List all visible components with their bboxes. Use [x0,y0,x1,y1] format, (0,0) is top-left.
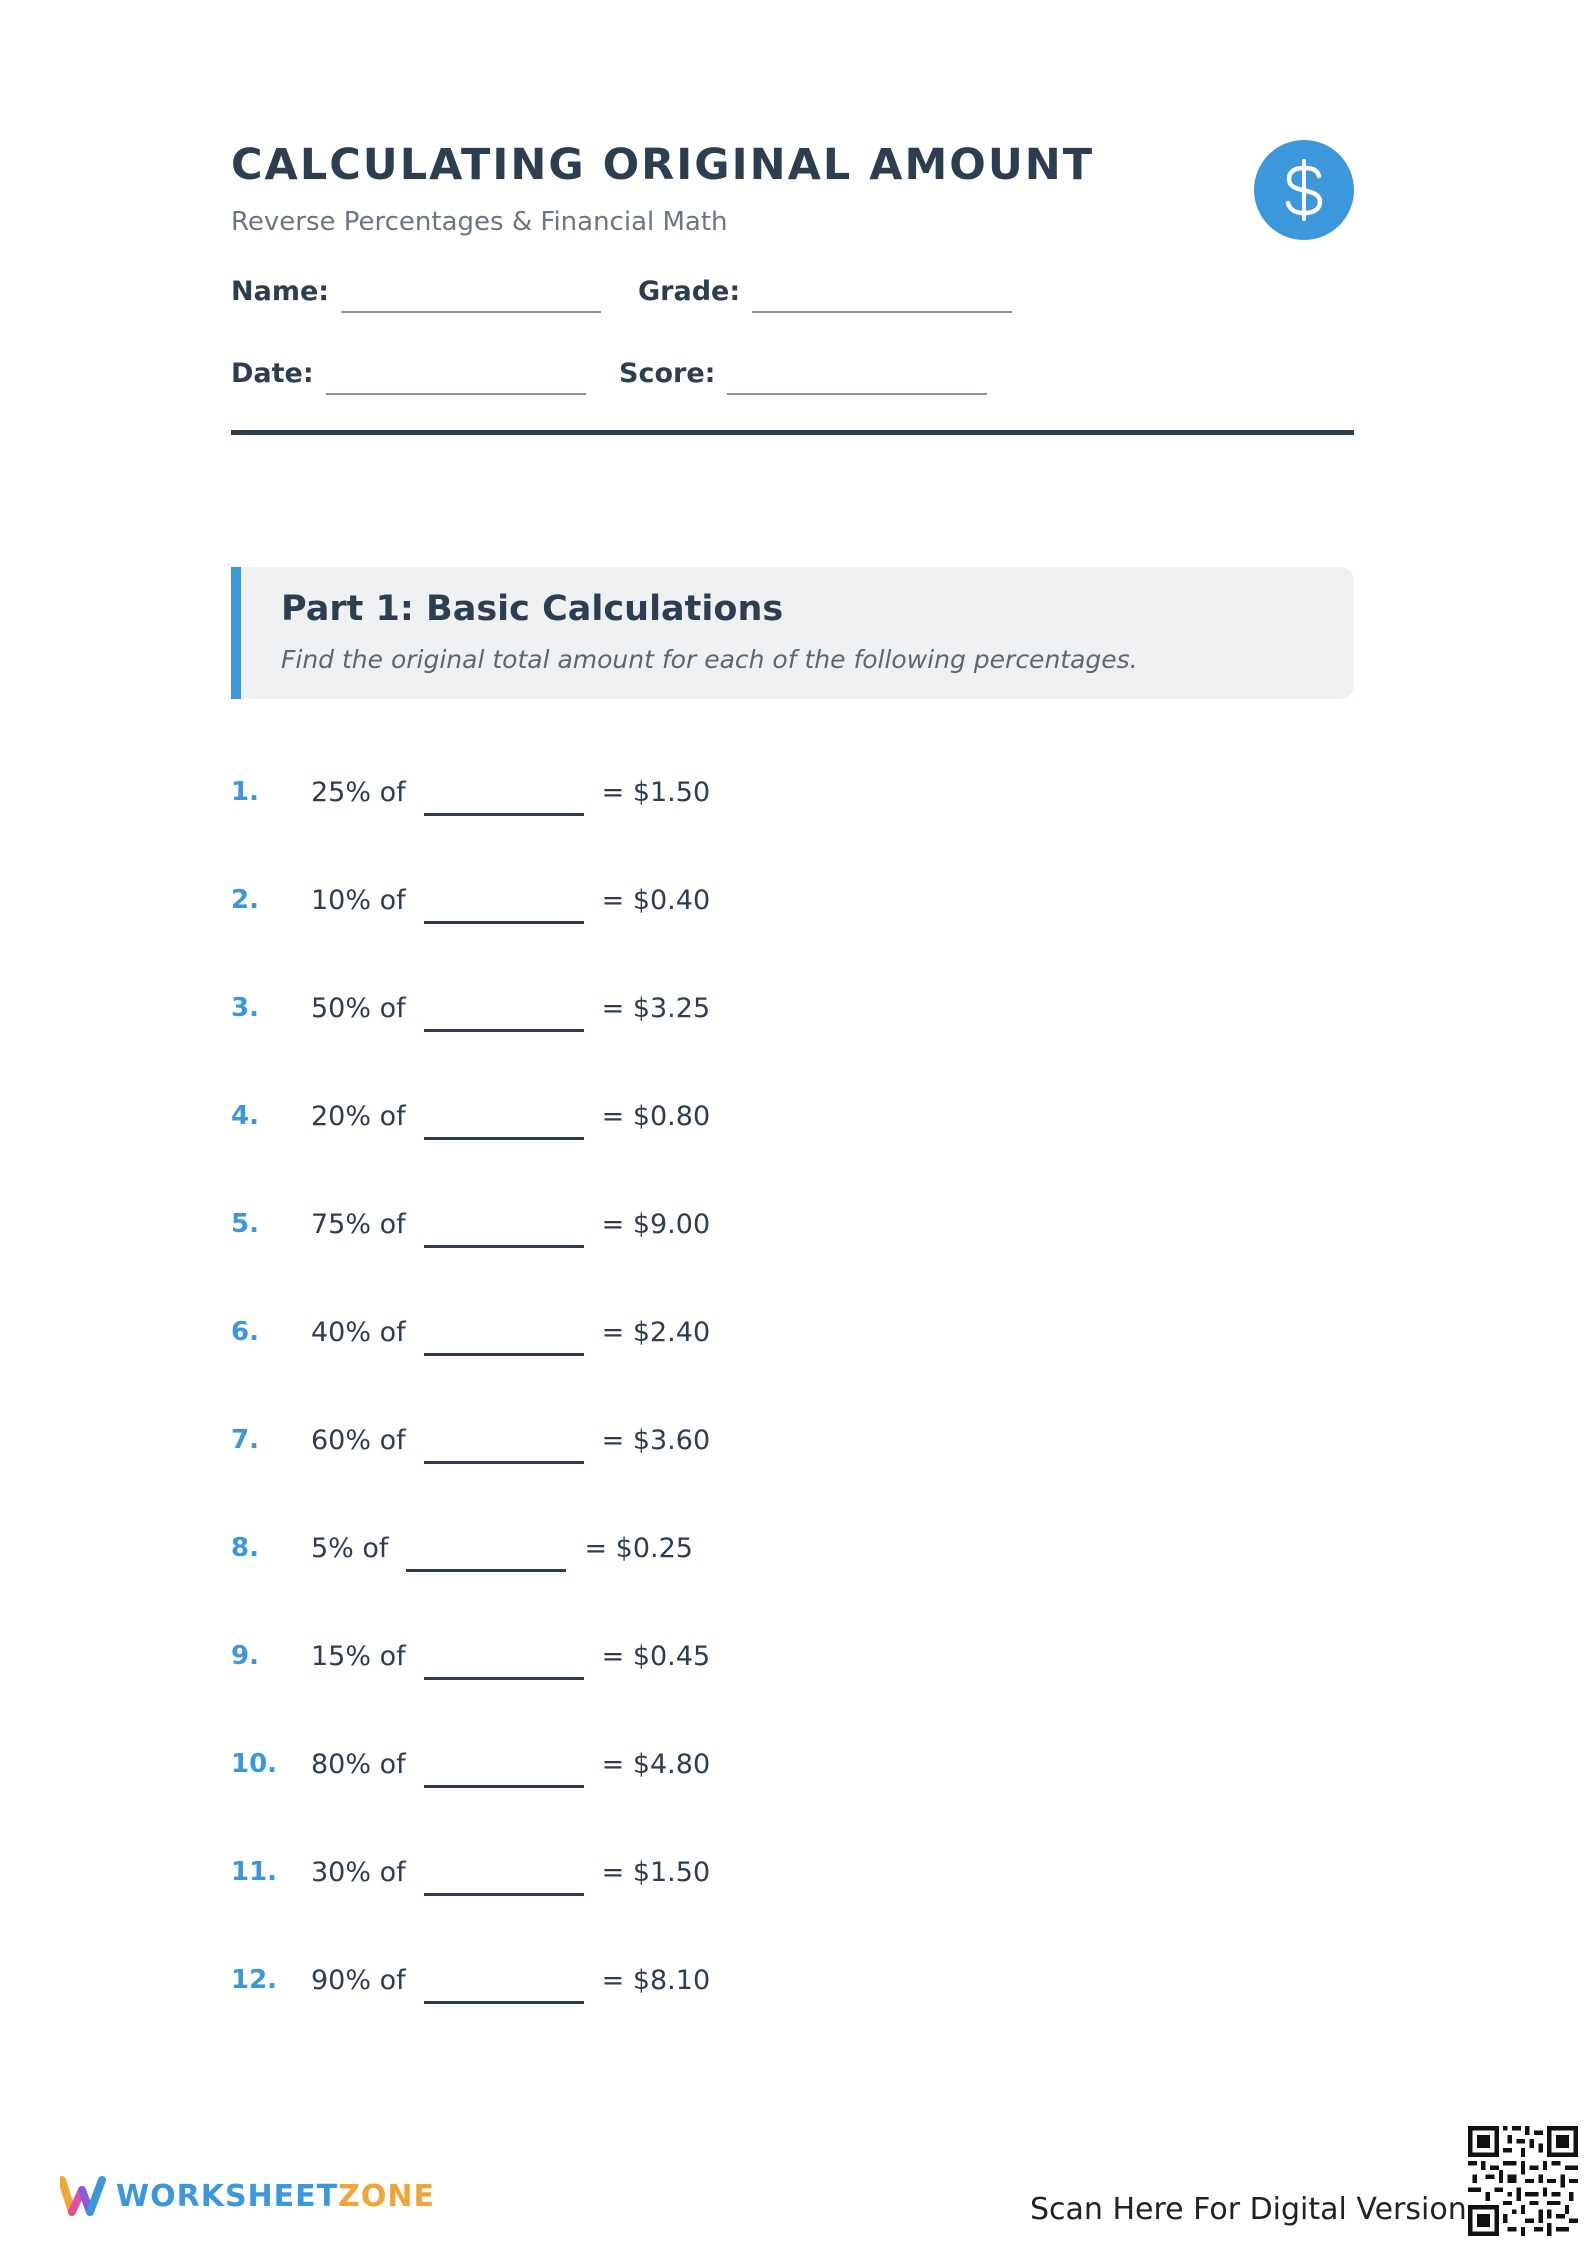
problem-percent: 20% of [311,1100,406,1132]
grade-field[interactable] [638,276,1012,307]
answer-blank[interactable] [424,1461,584,1464]
problem-number: 2. [231,885,259,915]
answer-blank[interactable] [424,2001,584,2004]
problem-result: = $0.80 [601,1100,711,1132]
scan-text: Scan Here For Digital Version [1030,2192,1467,2227]
problem-number: 11. [231,1857,278,1887]
problem-percent: 60% of [311,1424,406,1456]
answer-blank[interactable] [424,813,584,816]
score-field[interactable] [619,358,987,389]
problem-percent: 15% of [311,1640,406,1672]
problem-item [231,1410,710,1470]
problem-result: = $0.25 [584,1532,693,1564]
problem-percent: 25% of [311,776,406,808]
problem-number: 7. [231,1425,259,1455]
date-line[interactable] [326,393,586,395]
answer-blank[interactable] [424,1029,584,1032]
problem-percent: 50% of [311,992,406,1024]
problem-result: = $4.80 [601,1748,711,1780]
answer-blank[interactable] [424,1137,584,1140]
section-instructions: Find the original total amount for each of the following percentages. [281,645,1138,674]
page-title: CALCULATING ORIGINAL AMOUNT [231,140,1095,190]
answer-blank[interactable] [424,1893,584,1896]
problem-item [231,1194,710,1254]
score-line[interactable] [727,393,987,395]
problem-result: = $2.40 [601,1316,711,1348]
problem-number: 9. [231,1641,259,1671]
problem-number: 4. [231,1101,259,1131]
brand-part-2: ZONE [338,2178,435,2214]
problem-percent: 80% of [311,1748,406,1780]
problem-item [231,1734,710,1794]
problem-item [231,762,710,822]
score-label: Score: [619,358,716,389]
problem-number: 6. [231,1317,259,1347]
problem-item [231,870,710,930]
problem-percent: 5% of [311,1532,389,1564]
problem-item [231,1626,710,1686]
page-subtitle: Reverse Percentages & Financial Math [231,207,728,237]
worksheetzone-logo-icon [60,2176,106,2216]
brand-name [116,2179,435,2214]
problem-item [231,1302,710,1362]
date-field[interactable] [231,358,586,389]
problem-number: 10. [231,1749,278,1779]
problem-percent: 75% of [311,1208,406,1240]
problem-number: 1. [231,777,259,807]
answer-blank[interactable] [424,921,584,924]
grade-label: Grade: [638,276,741,307]
date-label: Date: [231,358,314,389]
problem-percent: 40% of [311,1316,406,1348]
problem-percent: 10% of [311,884,406,916]
worksheetzone-logo[interactable] [60,2176,435,2216]
problem-result: = $0.45 [601,1640,711,1672]
dollar-icon [1279,159,1329,221]
problem-result: = $3.60 [601,1424,711,1456]
problem-number: 5. [231,1209,259,1239]
header-divider [231,430,1354,435]
problem-result: = $0.40 [601,884,711,916]
dollar-badge [1254,140,1354,240]
problem-result: = $9.00 [601,1208,711,1240]
problem-result: = $1.50 [601,1856,711,1888]
problem-number: 8. [231,1533,259,1563]
answer-blank[interactable] [424,1677,584,1680]
problem-item [231,1842,710,1902]
problem-percent: 30% of [311,1856,406,1888]
problem-result: = $3.25 [601,992,711,1024]
section-header [231,567,1354,699]
problem-result: = $1.50 [601,776,711,808]
problem-item [231,978,710,1038]
name-line[interactable] [341,311,601,313]
name-field[interactable] [231,276,601,307]
grade-line[interactable] [752,311,1012,313]
problem-item [231,1086,710,1146]
section-title: Part 1: Basic Calculations [281,589,784,629]
problem-item [231,1518,693,1578]
answer-blank[interactable] [424,1785,584,1788]
answer-blank[interactable] [424,1245,584,1248]
problem-item [231,1950,710,2010]
qr-code-icon[interactable] [1468,2126,1578,2236]
problem-number: 3. [231,993,259,1023]
problem-result: = $8.10 [601,1964,711,1996]
problem-number: 12. [231,1965,278,1995]
answer-blank[interactable] [406,1569,566,1572]
brand-part-1: WORKSHEET [116,2178,339,2214]
answer-blank[interactable] [424,1353,584,1356]
problem-percent: 90% of [311,1964,406,1996]
name-label: Name: [231,276,330,307]
